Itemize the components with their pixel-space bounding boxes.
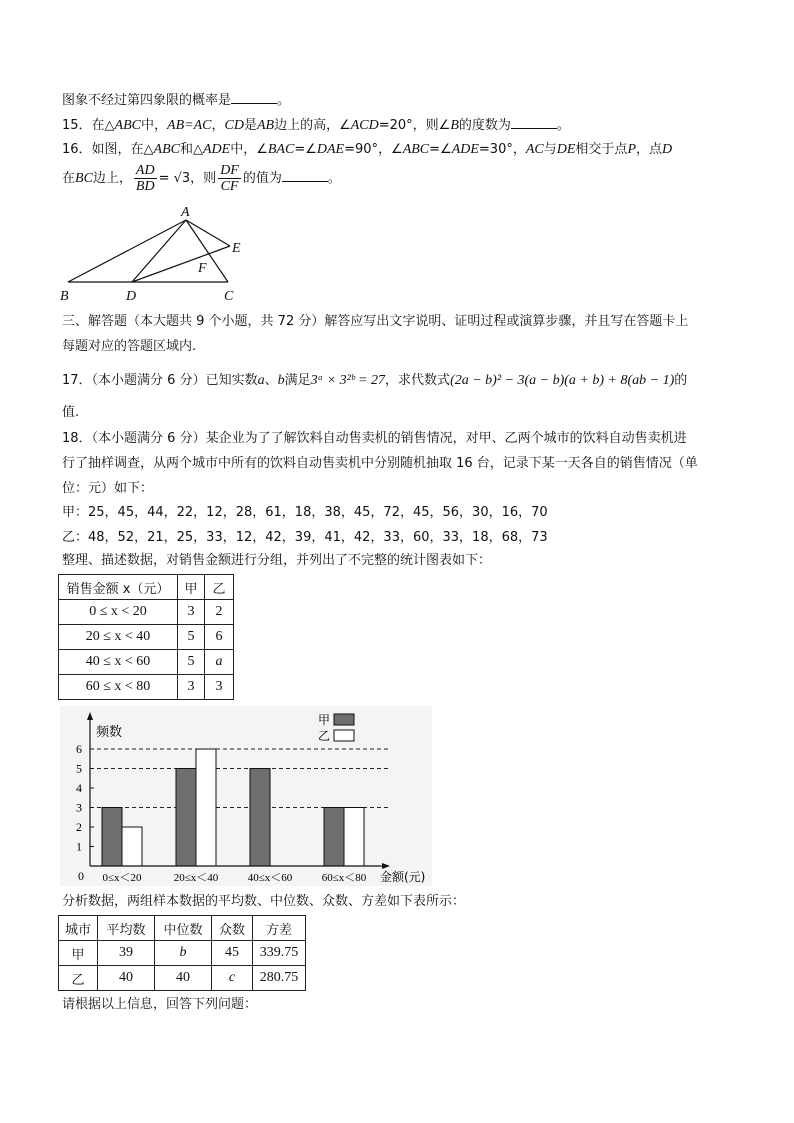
bar-jia <box>102 808 122 867</box>
jia-data: 甲：25，45，44，22，12，28，61，18，38，45，72，45，56，30，16，70 <box>62 505 548 520</box>
x-axis-label: 金额(元) <box>380 870 426 884</box>
label-f: F <box>198 261 207 276</box>
statistics-table <box>58 915 306 991</box>
stats-header: 平均数 <box>98 916 155 941</box>
freq-cell: 40 ≤ x < 60 <box>59 650 178 675</box>
stats-cell: b <box>155 941 212 966</box>
frequency-table <box>58 574 234 700</box>
section-3-heading-cont: 每题对应的答题区域内. <box>62 339 197 354</box>
question-18-line2: 行了抽样调查，从两个城市中所有的饮料自动售卖机中分别随机抽取 16 台，记录下某一天各自的销售情况（单 <box>62 456 698 471</box>
answer-blank <box>282 169 328 182</box>
question-15: 15．在△ABC中，AB=AC，CD是AB边上的高，∠ACD=20°，则∠B的度数为 。 <box>62 118 570 133</box>
x-tick-label: 60≤x＜80 <box>321 872 367 884</box>
table2-intro: 分析数据，两组样本数据的平均数、中位数、众数、方差如下表所示： <box>62 894 466 909</box>
label-e: E <box>232 241 241 256</box>
segment-ac <box>186 220 228 282</box>
y-tick-label: 1 <box>76 839 82 854</box>
legend-label: 乙 <box>318 729 331 743</box>
label-b: B <box>60 289 69 304</box>
freq-cell: 0 ≤ x < 20 <box>59 600 178 625</box>
stats-header: 中位数 <box>155 916 212 941</box>
answer-blank <box>231 91 277 104</box>
freq-cell: 3 <box>205 675 234 700</box>
freq-header-yi: 乙 <box>205 575 234 600</box>
stats-cell: 280.75 <box>253 966 306 991</box>
stats-header: 众数 <box>212 916 253 941</box>
triangle-figure <box>58 200 248 306</box>
q17-expression: (2a − b)² − 3(a − b)(a + b) + 8(ab − 1) <box>450 373 675 388</box>
q14-text: 图象不经过第四象限的概率是 <box>62 93 232 108</box>
freq-cell: 20 ≤ x < 40 <box>59 625 178 650</box>
question-17-line2: 值. <box>62 405 80 420</box>
stats-cell: 40 <box>98 966 155 991</box>
stats-cell: c <box>212 966 253 991</box>
fraction-df-cf: $\frac{DF}{CF}$ <box>220 163 239 194</box>
freq-cell: 3 <box>178 600 205 625</box>
freq-cell: 5 <box>178 625 205 650</box>
freq-cell: 6 <box>205 625 234 650</box>
label-c: C <box>224 289 234 304</box>
fraction-ad-bd: $\frac{AD}{BD}$ <box>135 163 155 194</box>
stats-header: 城市 <box>59 916 98 941</box>
question-16-line2: 在BC边上， $\frac{AD}{BD}$ = √3，则 $\frac{DF}{CF}$ 的值为 。 <box>62 163 341 194</box>
stats-cell: 40 <box>155 966 212 991</box>
stats-cell: 甲 <box>59 941 98 966</box>
freq-header-jia: 甲 <box>178 575 205 600</box>
y-tick-label: 5 <box>76 761 82 776</box>
segment-ab <box>68 220 186 282</box>
legend-label: 甲 <box>318 713 331 727</box>
answer-blank <box>511 116 557 129</box>
label-d: D <box>126 289 137 304</box>
origin-label: 0 <box>78 869 84 883</box>
q17-condition: 3ᵃ × 3²ᵇ = 27 <box>310 373 386 388</box>
question-18-line3: 位：元）如下： <box>62 481 154 496</box>
y-axis-arrow <box>87 712 93 720</box>
stats-cell: 乙 <box>59 966 98 991</box>
freq-cell: 60 ≤ x < 80 <box>59 675 178 700</box>
freq-cell: a <box>205 650 234 675</box>
x-tick-label: 20≤x＜40 <box>173 872 219 884</box>
closing-line: 请根据以上信息，回答下列问题： <box>62 997 258 1012</box>
freq-header-range: 销售金额 x（元） <box>59 575 178 600</box>
y-tick-label: 4 <box>76 781 82 795</box>
question-17: 17．（本小题满分 6 分）已知实数a、b满足3ᵃ × 3²ᵇ = 27，求代数式(2a − b)² − 3(a − b)(a + b) + 8(ab − 1)的 <box>62 373 688 388</box>
bar-jia <box>250 769 270 867</box>
bar-jia <box>176 769 196 867</box>
frequency-bar-chart <box>60 706 432 886</box>
stats-cell: 339.75 <box>253 941 306 966</box>
x-tick-label: 40≤x＜60 <box>247 872 293 884</box>
bar-yi <box>344 808 364 867</box>
question-18-line1: 18．（本小题满分 6 分）某企业为了了解饮料自动售卖机的销售情况，对甲、乙两个城市的饮料自动售卖机进 <box>62 431 687 446</box>
freq-cell: 2 <box>205 600 234 625</box>
legend-swatch <box>334 730 354 741</box>
y-tick-label: 3 <box>76 800 82 815</box>
stats-cell: 45 <box>212 941 253 966</box>
x-axis-arrow <box>382 863 390 869</box>
y-tick-label: 2 <box>76 820 82 834</box>
y-tick-label: 6 <box>76 742 82 756</box>
yi-data: 乙：48，52，21，25，33，12，42，39，41，42，33，60，33，18，68，73 <box>62 530 548 545</box>
q14-tail-line <box>62 91 290 110</box>
question-16-line1: 16．如图，在△ABC和△ADE中，∠BAC=∠DAE=90°，∠ABC=∠ADE=30°，AC与DE相交于点P，点D <box>62 142 673 157</box>
freq-cell: 5 <box>178 650 205 675</box>
stats-header: 方差 <box>253 916 306 941</box>
freq-cell: 3 <box>178 675 205 700</box>
q14-end: 。 <box>277 93 291 108</box>
x-tick-label: 0≤x＜20 <box>102 872 142 884</box>
bar-jia <box>324 808 344 867</box>
segment-ae <box>186 220 230 246</box>
table1-intro: 整理、描述数据，对销售金额进行分组，并列出了不完整的统计图表如下： <box>62 553 492 568</box>
legend-swatch <box>334 714 354 725</box>
bar-yi <box>122 827 142 866</box>
bar-yi <box>196 749 216 866</box>
stats-cell: 39 <box>98 941 155 966</box>
section-3-heading: 三、解答题（本大题共 9 个小题，共 72 分）解答应写出文字说明、证明过程或演算步骤，并且写在答题卡上 <box>62 314 689 329</box>
label-a: A <box>181 205 190 220</box>
y-axis-label: 频数 <box>96 725 123 740</box>
